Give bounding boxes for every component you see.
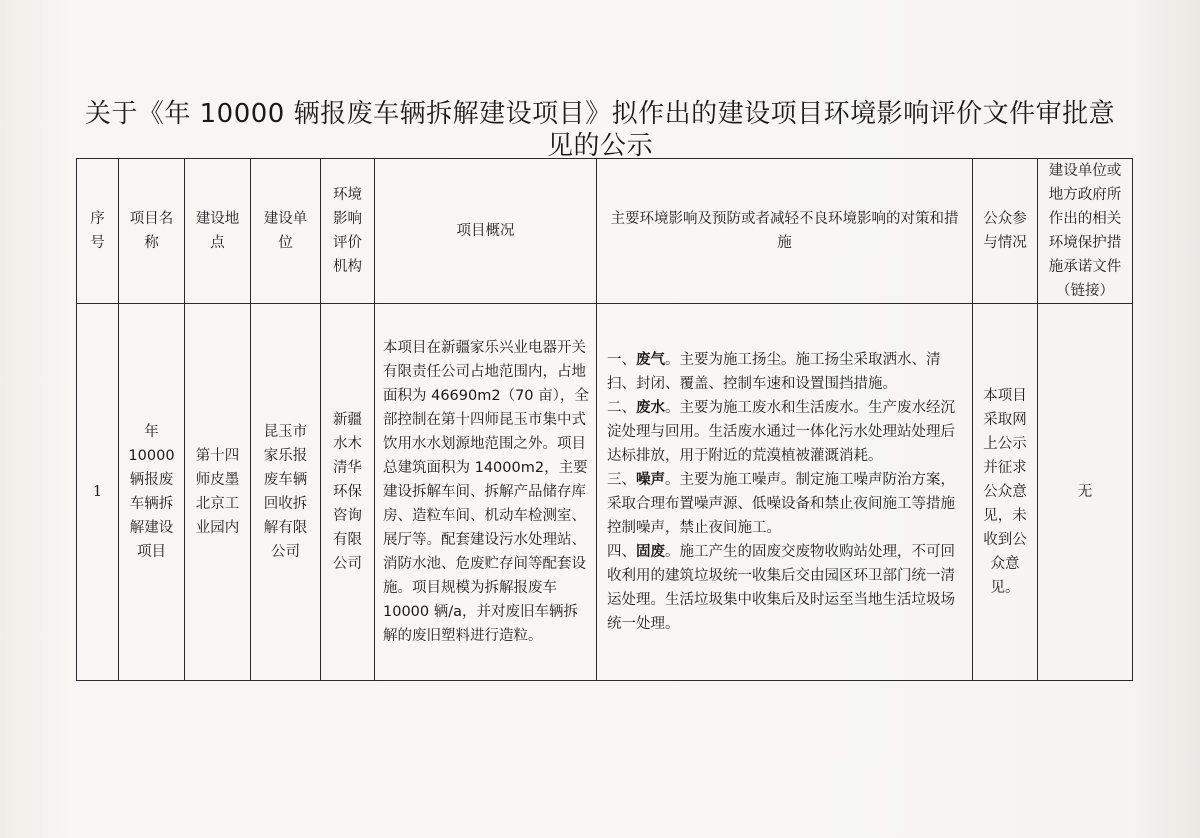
row-overview: 本项目在新疆家乐兴业电器开关有限责任公司占地范围内，占地面积为 46690m2（70 亩），全部控制在第十四师昆玉市集中式饮用水水划源地范围之外。项目总建筑面积为 14000m2，主要建设拆解车间、拆解产品储存库房、造粒车间、机动车检测室、展厅等。配套建设污水处理站、消防水池、危废贮存间等配套设施。项目规模为拆解报废车 10000 辆/a，并对废旧车辆拆解的废旧塑料进行造粒。 [375, 304, 597, 681]
header-measures: 主要环境影响及预防或者减轻不良环境影响的对策和措施 [597, 159, 973, 304]
row-public-participation: 本项目采取网上公示并征求公众意见，未收到公众意见。 [973, 304, 1038, 681]
title-line-2: 见的公示 [546, 131, 653, 161]
header-commitment: 建设单位或地方政府所作出的相关环境保护措施承诺文件（链接） [1038, 159, 1133, 304]
row-project-name: 年10000辆报废车辆拆解建设项目 [119, 304, 185, 681]
disclosure-table [76, 158, 1133, 681]
header-eia-agency: 环境影响评价机构 [321, 159, 375, 304]
measure-item: 一、废气。主要为施工扬尘。施工扬尘采取洒水、清扫、封闭、覆盖、控制车速和设置围挡措施。 [607, 352, 941, 392]
row-location: 第十四师皮墨北京工业园内 [185, 304, 251, 681]
row-index: 1 [77, 304, 119, 681]
measure-item: 二、废水。主要为施工废水和生活废水。生产废水经沉淀处理与回用。生活废水通过一体化污水处理站处理后达标排放，用于附近的荒漠植被灌溉消耗。 [607, 400, 955, 464]
row-builder: 昆玉市家乐报废车辆回收拆解有限公司 [251, 304, 321, 681]
title-line-1: 关于《年 10000 辆报废车辆拆解建设项目》拟作出的建设项目环境影响评价文件审批意 [84, 99, 1116, 129]
header-index: 序号 [77, 159, 119, 304]
row-eia-agency: 新疆水木清华环保咨询有限公司 [321, 304, 375, 681]
row-commitment: 无 [1038, 304, 1133, 681]
header-builder: 建设单位 [251, 159, 321, 304]
table-row [77, 304, 1133, 681]
page-title [70, 98, 1130, 162]
header-project-name: 项目名称 [119, 159, 185, 304]
measure-item: 三、噪声。主要为施工噪声。制定施工噪声防治方案，采取合理布置噪声源、低噪设备和禁止夜间施工等措施控制噪声，禁止夜间施工。 [607, 472, 955, 536]
header-overview: 项目概况 [375, 159, 597, 304]
row-measures [597, 304, 973, 681]
table-header-row [77, 159, 1133, 304]
header-public: 公众参与情况 [973, 159, 1038, 304]
header-location: 建设地点 [185, 159, 251, 304]
measure-item: 四、固废。施工产生的固废交废物收购站处理，不可回收利用的建筑垃圾统一收集后交由园区环卫部门统一清运处理。生活垃圾集中收集后及时运至当地生活垃圾场统一处理。 [607, 544, 955, 632]
